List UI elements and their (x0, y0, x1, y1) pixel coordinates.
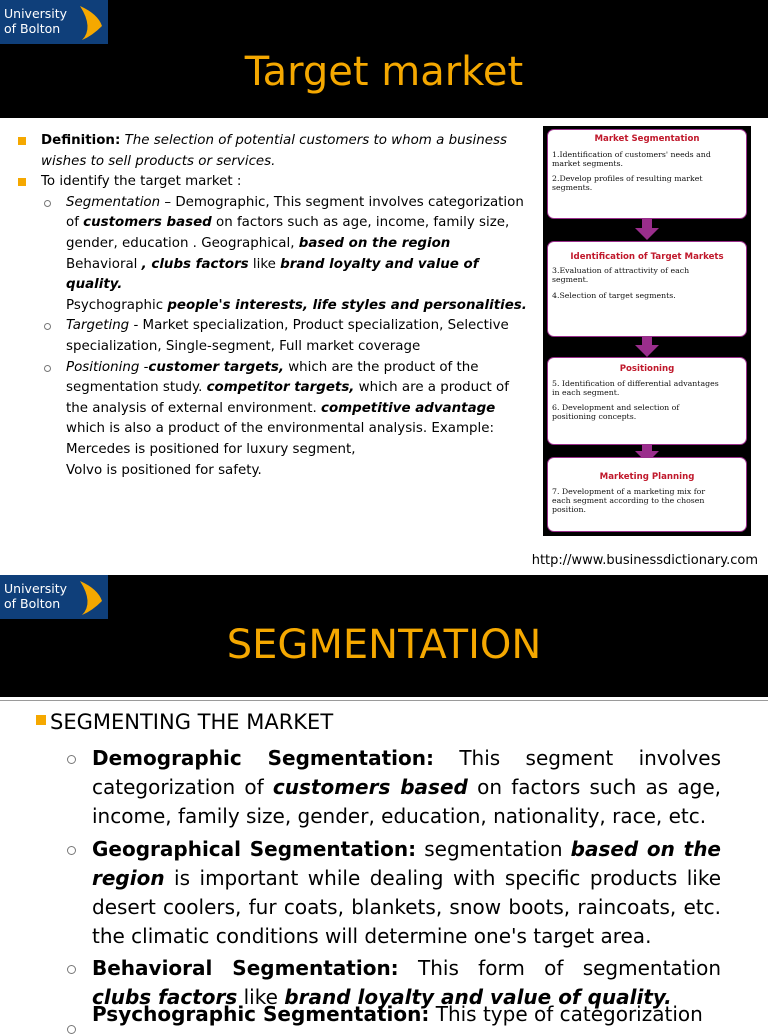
diagram-box-line: 6. Development and selection of (552, 403, 680, 412)
positioning-text-8: Mercedes is positioned for luxury segment, (66, 441, 356, 457)
diagram-box-line: segments. (552, 183, 593, 192)
title-divider (0, 700, 768, 701)
psychographic-label: Psychographic Segmentation: (92, 1002, 430, 1026)
segmentation-text-1: – Demographic, This segment involves categorization of (66, 194, 524, 231)
source-link[interactable]: http://www.businessdictionary.com (531, 553, 758, 568)
demographic-label: Demographic Segmentation: (92, 746, 434, 770)
segmentation-text-7: like (248, 256, 281, 272)
positioning-text-6: competitive advantage (321, 400, 496, 416)
diagram-box-line: positioning concepts. (552, 412, 637, 421)
geographical-text-1: segmentation (416, 837, 571, 861)
diagram-box-heading: Market Segmentation (594, 134, 700, 144)
behavioral-label: Behavioral Segmentation: (92, 956, 399, 980)
segmentation-text-10: people's interests, life styles and personalities. (167, 297, 527, 313)
psychographic-text-1: This type of categorization (429, 1002, 703, 1026)
logo-swoosh-icon (76, 2, 106, 42)
diagram-box-line: 7. Development of a marketing mix for (552, 487, 706, 496)
content-text (17, 131, 532, 481)
behavioral-text-1: This form of segmentation (398, 956, 721, 980)
diagram-box-line: 3.Evaluation of attractivity of each (552, 266, 690, 275)
segmentation-text-3: on factors such as age, income, family size, gender, education . Geographical, (66, 215, 510, 251)
title-bar (0, 0, 768, 118)
title-bar (0, 575, 768, 697)
geographical-text-2: based on the region (92, 837, 721, 890)
process-diagram (543, 126, 751, 536)
segmentation-text-5: Behavioral (66, 256, 142, 272)
segmentation-text-8: brand loyalty and value of quality. (66, 256, 479, 293)
bullet-psychographic (92, 1002, 721, 1026)
diagram-box-line: each segment according to the chosen (552, 496, 705, 505)
segmentation-term: Segmentation (66, 194, 161, 210)
bullet-geographical (92, 835, 721, 951)
positioning-text-1: - (139, 359, 149, 375)
identify-text: To identify the target market : (41, 174, 242, 190)
sub-bullet-targeting (17, 316, 532, 357)
segmentation-text-2: customers based (83, 215, 212, 231)
targeting-text: - Market specialization, Product specialization, Selective specialization, Single-segment, Full market coverage (66, 318, 509, 354)
university-logo (0, 0, 108, 44)
diagram-box-1 (547, 129, 747, 219)
diagram-box-heading: Positioning (619, 364, 675, 374)
university-logo (0, 575, 108, 619)
positioning-text-4: competitor targets, (206, 380, 355, 396)
segmentation-text-9: Psychographic (66, 297, 168, 313)
diagram-box-line: 4.Selection of target segments. (552, 291, 676, 300)
positioning-term: Positioning (66, 359, 140, 375)
geographical-label: Geographical Segmentation: (92, 837, 417, 861)
diagram-box-line: position. (552, 505, 587, 514)
demographic-text-3: on factors such as age, income, family size, gender, education, nationality, race, etc. (92, 775, 721, 828)
positioning-text-2: customer targets, (148, 359, 284, 375)
diagram-box-3 (547, 357, 747, 445)
diagram-box-heading: Identification of Target Markets (570, 252, 724, 262)
definition-text: The selection of potential customers to whom a business wishes to sell products or services. (41, 133, 507, 169)
diagram-box-line: market segments. (552, 159, 623, 168)
slide-title: SEGMENTATION (226, 622, 542, 668)
logo-line-1: University (4, 581, 68, 596)
bullet-demographic (92, 744, 721, 831)
behavioral-text-3: like (237, 985, 285, 1009)
diagram-box-line: 1.Identification of customers' needs and (552, 150, 711, 159)
diagram-box-4 (547, 457, 747, 532)
diagram-box-line: 5. Identification of differential advantages (552, 379, 719, 388)
logo-swoosh-icon (76, 577, 106, 617)
diagram-box-2 (547, 241, 747, 337)
segmentation-text-6: , clubs factors (141, 256, 249, 272)
sub-bullet-segmentation (17, 193, 532, 317)
logo-line-2: of Bolton (4, 21, 61, 36)
diagram-box-line: in each segment. (552, 388, 620, 397)
behavioral-text-4: brand loyalty and value of quality. (284, 985, 672, 1009)
segmentation-text-4: based on the region (298, 235, 451, 251)
definition-label: Definition: (41, 133, 121, 148)
sub-bullet-positioning (17, 358, 532, 482)
down-arrow-icon (635, 228, 659, 240)
demographic-text-2: customers based (272, 775, 468, 799)
positioning-text-7: which is also a product of the environmental analysis. Example: (66, 421, 494, 437)
demographic-text-1: This segment involves categorization of (92, 746, 721, 799)
logo-line-1: University (4, 6, 68, 21)
bullet-identify (17, 172, 532, 193)
bullet-definition (17, 131, 532, 172)
down-arrow-icon (635, 345, 659, 357)
geographical-text-3: is important while dealing with specific products like desert coolers, fur coats, blankets, snow boots, raincoats, etc. the climatic conditions will determine one's target area. (92, 866, 721, 948)
logo-line-2: of Bolton (4, 596, 61, 611)
positioning-text-5: which are a product of the analysis of external environment. (66, 380, 509, 416)
diagram-box-heading: Marketing Planning (599, 472, 695, 482)
diagram-box-line: segment. (552, 275, 589, 284)
diagram-box-line: 2.Develop profiles of resulting market (552, 174, 703, 183)
positioning-text-3: which are the product of the segmentation study. (66, 359, 479, 396)
positioning-text-9: Volvo is positioned for safety. (66, 462, 262, 478)
section-heading: SEGMENTING THE MARKET (50, 710, 334, 734)
targeting-term: Targeting (66, 318, 130, 334)
slide-title: Target market (244, 49, 524, 95)
behavioral-text-2: clubs factors (92, 985, 238, 1009)
